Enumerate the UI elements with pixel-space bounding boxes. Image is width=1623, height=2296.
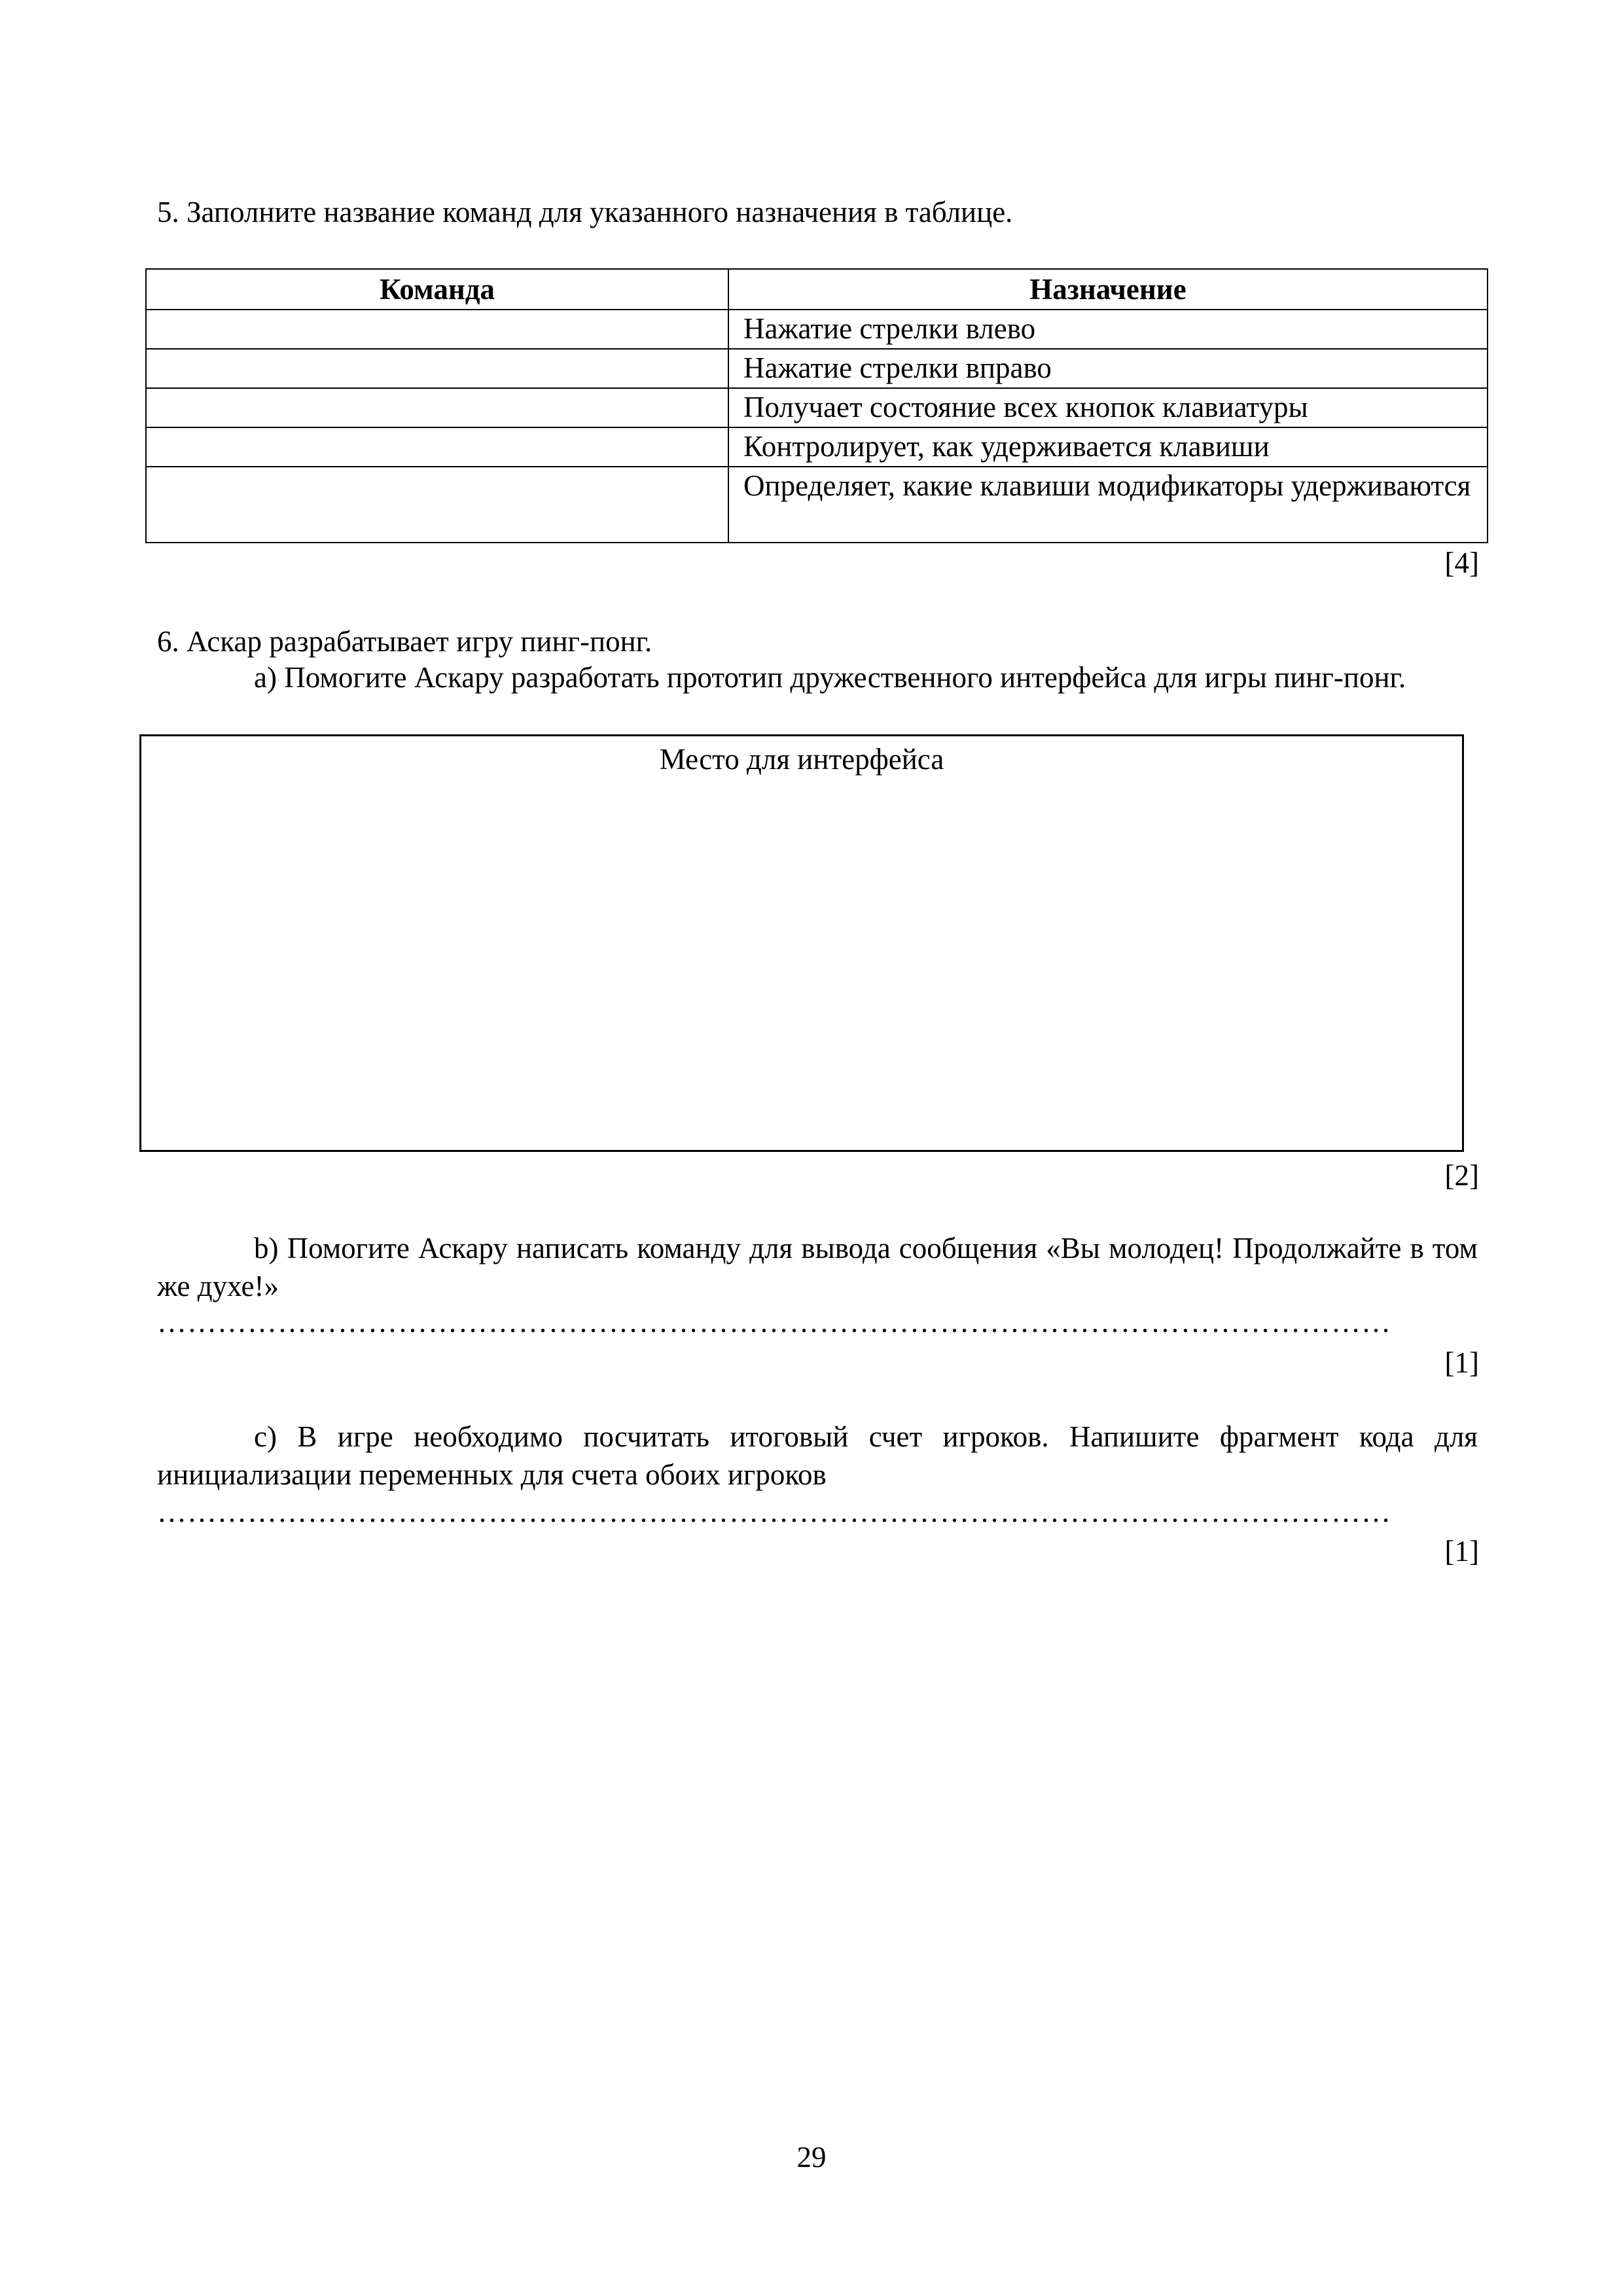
interface-sketch-area[interactable] — [139, 734, 1464, 1152]
q6a-mark: [2] — [1444, 1159, 1479, 1192]
q6b-mark: [1] — [1444, 1346, 1479, 1379]
purpose-cell-3: Получает состояние всех кнопок клавиатуры — [728, 388, 1488, 427]
command-cell-4[interactable] — [146, 427, 728, 467]
question-6c-text: с) В игре необходимо посчитать итоговый счет игроков. Напишите фрагмент кода для инициализации переменных для счета обоих игроков — [157, 1420, 1478, 1491]
command-cell-1[interactable] — [146, 310, 728, 349]
header-purpose: Назначение — [728, 269, 1488, 310]
purpose-cell-4: Контролирует, как удерживается клавиши — [728, 427, 1488, 467]
page-number: 29 — [796, 2141, 827, 2174]
question-6a-text: а) Помогите Аскару разработать прототип дружественного интерфейса для игры пинг-понг. — [254, 661, 1406, 694]
command-cell-2[interactable] — [146, 349, 728, 388]
commands-table — [145, 268, 1488, 543]
command-cell-3[interactable] — [146, 388, 728, 427]
answer-line-6b[interactable]: …………………………………………………………………………………………………………… — [157, 1306, 1391, 1338]
q5-mark: [4] — [1444, 547, 1479, 579]
interface-area-label: Место для интерфейса — [659, 743, 944, 776]
question-6b-text: b) Помогите Аскару написать команду для вывода сообщения «Вы молодец! Продолжайте в том же духе!» — [157, 1232, 1478, 1302]
purpose-cell-5: Определяет, какие клавиши модификаторы удерживаются — [728, 467, 1488, 543]
command-cell-5[interactable] — [146, 467, 728, 543]
purpose-cell-1: Нажатие стрелки влево — [728, 310, 1488, 349]
purpose-cell-2: Нажатие стрелки вправо — [728, 349, 1488, 388]
header-command: Команда — [146, 269, 728, 310]
question-6-title: 6. Аскар разрабатывает игру пинг-понг. — [157, 625, 652, 658]
q6c-mark: [1] — [1444, 1535, 1479, 1568]
answer-line-6c[interactable]: …………………………………………………………………………………………………………… — [157, 1496, 1391, 1528]
question-5-text: 5. Заполните название команд для указанного назначения в таблице. — [157, 196, 1013, 228]
